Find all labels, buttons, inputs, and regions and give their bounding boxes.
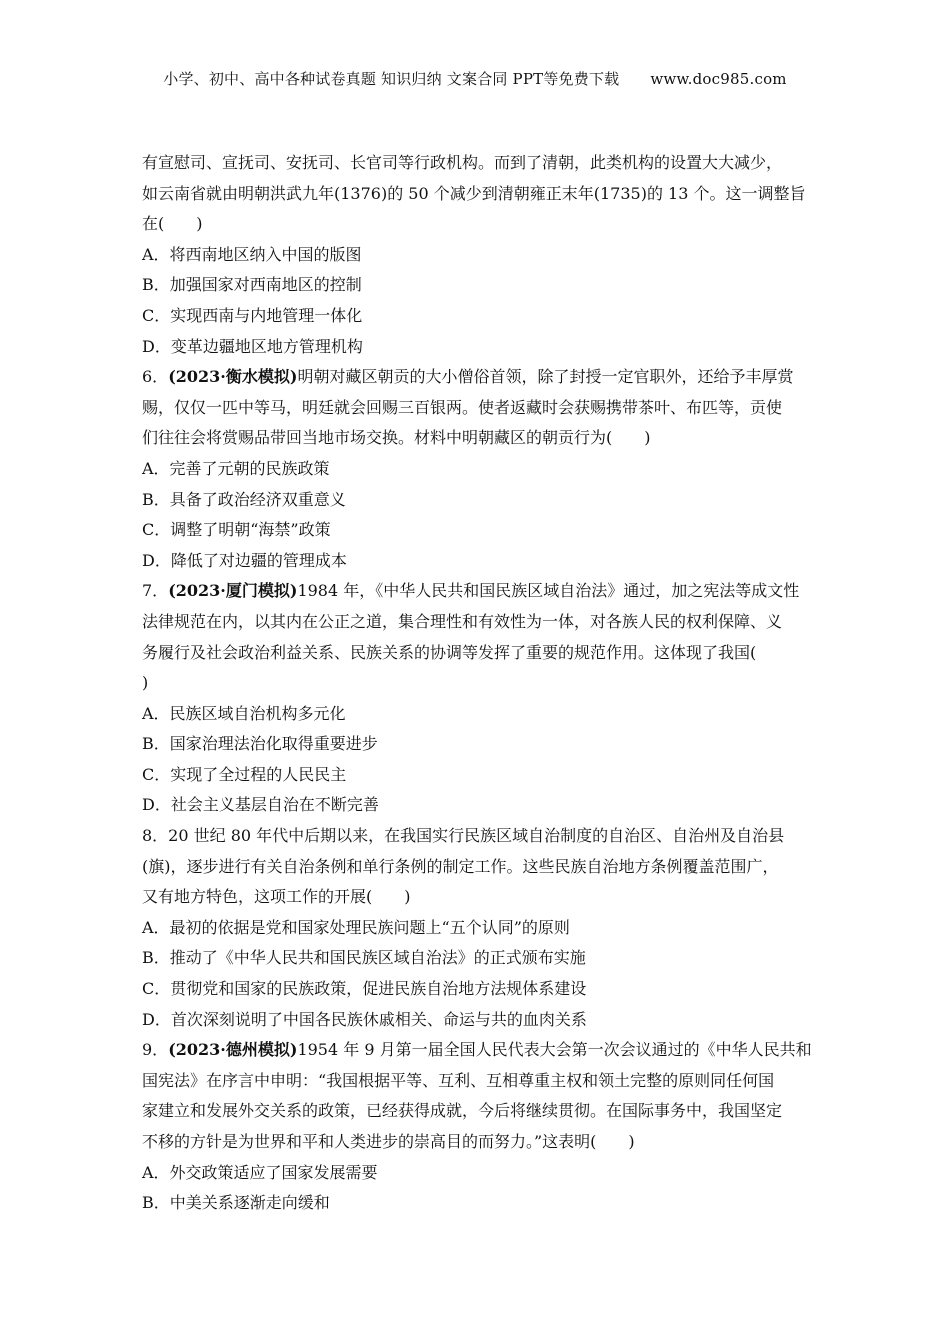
q6-line-1 [142, 362, 812, 393]
q7-stem-start: 1984 年，《中华人民共和国民族区域自治法》通过，加之宪法等成文性 [297, 581, 800, 601]
q6-source: (2023·衡水模拟) [168, 367, 298, 387]
q6-line-3: 们往往会将赏赐品带回当地市场交换。材料中明朝藏区的朝贡行为( ) [142, 428, 651, 448]
page-header [0, 68, 950, 89]
q8-line-2: (旗)，逐步进行有关自治条例和单行条例的制定工作。这些民族自治地方条例覆盖范围广， [142, 856, 779, 876]
q6-number: 6． [142, 367, 169, 387]
q5-option-b: B．加强国家对西南地区的控制 [142, 275, 362, 295]
q5-line-1: 有宣慰司、宣抚司、安抚司、长官司等行政机构。而到了清朝，此类机构的设置大大减少， [142, 153, 783, 172]
q9-source: (2023·德州模拟) [168, 1040, 298, 1060]
q8-option-d: D．首次深刻说明了中国各民族休戚相关、命运与共的血肉关系 [142, 1009, 587, 1029]
q7-line-4: ) [142, 673, 149, 693]
q8-option-c: C．贯彻党和国家的民族政策，促进民族自治地方法规体系建设 [142, 979, 587, 999]
q7-line-2: 法律规范在内，以其内在公正之道，集合理性和有效性为一体，对各族人民的权利保障、义 [142, 611, 783, 631]
q9-line-4: 不移的方针是为世界和平和人类进步的崇高目的而努力。”这表明( ) [142, 1132, 635, 1151]
q9-option-a: A．外交政策适应了国家发展需要 [142, 1162, 378, 1182]
q6-stem-start: 明朝对藏区朝贡的大小僧俗首领，除了封授一定官职外，还给予丰厚赏 [297, 367, 794, 387]
q9-line-3: 家建立和发展外交关系的政策，已经获得成就，今后将继续贯彻。在国际事务中，我国坚定 [142, 1101, 783, 1121]
q7-line-1 [142, 576, 812, 607]
q7-option-c: C．实现了全过程的人民民主 [142, 764, 347, 784]
q7-number: 7． [142, 581, 169, 601]
q5-option-d: D．变革边疆地区地方管理机构 [142, 336, 363, 356]
q8-option-a: A．最初的依据是党和国家处理民族问题上“五个认同”的原则 [142, 917, 570, 937]
question-6 [142, 362, 812, 576]
q7-option-b: B．国家治理法治化取得重要进步 [142, 734, 378, 754]
q9-option-b: B．中美关系逐渐走向缓和 [142, 1193, 330, 1213]
header-site: www.doc985.com [650, 70, 787, 88]
question-5 [142, 148, 812, 362]
header-text: 小学、初中、高中各种试卷真题 知识归纳 文案合同 PPT等免费下载 [163, 70, 620, 88]
q7-line-3: 务履行及社会政治利益关系、民族关系的协调等发挥了重要的规范作用。这体现了我国( [142, 642, 757, 662]
q7-source: (2023·厦门模拟) [168, 581, 298, 601]
q6-option-d: D．降低了对边疆的管理成本 [142, 550, 347, 570]
q9-line-1 [142, 1035, 812, 1066]
q9-number: 9． [142, 1040, 169, 1060]
question-7 [142, 576, 812, 821]
q7-option-d: D．社会主义基层自治在不断完善 [142, 795, 379, 815]
q6-line-2: 赐，仅仅一匹中等马，明廷就会回赐三百银两。使者返藏时会获赐携带茶叶、布匹等，贡使 [142, 397, 783, 417]
question-9 [142, 1035, 812, 1219]
q5-line-2: 如云南省就由明朝洪武九年(1376)的 50 个减少到清朝雍正末年(1735)的 13 个。这一调整旨 [142, 183, 806, 203]
q5-option-c: C．实现西南与内地管理一体化 [142, 305, 363, 325]
q5-option-a: A．将西南地区纳入中国的版图 [142, 244, 362, 264]
q6-option-c: C．调整了明朝“海禁”政策 [142, 520, 331, 540]
q8-option-b: B．推动了《中华人民共和国民族区域自治法》的正式颁布实施 [142, 948, 586, 968]
question-8 [142, 821, 812, 1035]
document-body [142, 148, 812, 1219]
q7-option-a: A．民族区域自治机构多元化 [142, 703, 346, 723]
q6-option-a: A．完善了元朝的民族政策 [142, 458, 330, 478]
q8-line-1: 8．20 世纪 80 年代中后期以来，在我国实行民族区域自治制度的自治区、自治州及自治县 [142, 826, 785, 846]
q9-stem-start: 1954 年 9 月第一届全国人民代表大会第一次会议通过的《中华人民共和 [297, 1040, 812, 1060]
q5-line-3: 在( ) [142, 214, 203, 234]
q8-line-3: 又有地方特色，这项工作的开展( ) [142, 887, 411, 907]
q9-line-2: 国宪法》在序言中申明：“我国根据平等、互利、互相尊重主权和领土完整的原则同任何国 [142, 1070, 775, 1090]
q6-option-b: B．具备了政治经济双重意义 [142, 489, 346, 509]
